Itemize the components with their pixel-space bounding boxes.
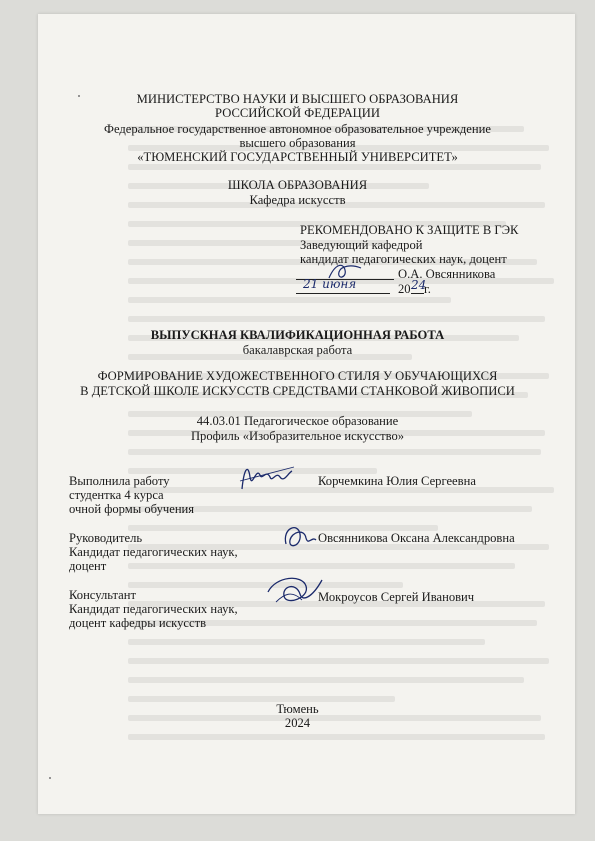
work-level: бакалаврская работа xyxy=(242,343,353,357)
program-profile: Профиль «Изобразительное искусство» xyxy=(190,429,405,443)
work-type: ВЫПУСКНАЯ КВАЛИФИКАЦИОННАЯ РАБОТА xyxy=(150,328,445,342)
thesis-title-line-1: ФОРМИРОВАНИЕ ХУДОЖЕСТВЕННОГО СТИЛЯ У ОБУЧАЮЩИХСЯ xyxy=(97,369,498,383)
student-signature xyxy=(236,459,296,495)
consultant-role-line-3: доцент кафедры искусств xyxy=(69,616,207,630)
student-name: Корчемкина Юлия Сергеевна xyxy=(318,474,476,488)
consultant-role-line-1: Консультант xyxy=(69,588,137,602)
paper-speck xyxy=(49,777,51,779)
show-through-text xyxy=(128,126,558,766)
approval-degree: кандидат педагогических наук, доцент xyxy=(300,252,507,266)
student-role-line-1: Выполнила работу xyxy=(69,474,170,488)
institution-line-1: Федеральное государственное автономное образовательное учреждение xyxy=(104,122,491,136)
approval-date-line xyxy=(296,293,390,294)
year: 2024 xyxy=(284,716,311,730)
student-role-line-3: очной формы обучения xyxy=(69,502,195,516)
consultant-name: Мокроусов Сергей Иванович xyxy=(318,590,475,604)
supervisor-signature xyxy=(278,518,322,556)
approval-year-handwritten: 24 xyxy=(411,278,427,292)
ministry-line-1: МИНИСТЕРСТВО НАУКИ И ВЫСШЕГО ОБРАЗОВАНИЯ xyxy=(136,92,459,106)
city: Тюмень xyxy=(276,702,319,716)
approval-title: РЕКОМЕНДОВАНО К ЗАЩИТЕ В ГЭК xyxy=(300,223,519,237)
approval-year-suffix: г. xyxy=(424,282,431,296)
student-role-line-2: студентка 4 курса xyxy=(69,488,164,502)
thesis-title-line-2: В ДЕТСКОЙ ШКОЛЕ ИСКУССТВ СРЕДСТВАМИ СТАНКОВОЙ ЖИВОПИСИ xyxy=(80,384,515,398)
consultant-role-line-2: Кандидат педагогических наук, xyxy=(69,602,238,616)
ministry-line-2: РОССИЙСКОЙ ФЕДЕРАЦИИ xyxy=(215,106,380,120)
approval-year-prefix: 20 xyxy=(398,282,411,296)
school-name: ШКОЛА ОБРАЗОВАНИЯ xyxy=(227,178,368,192)
approval-year-line xyxy=(411,293,424,294)
supervisor-role-line-1: Руководитель xyxy=(69,531,143,545)
approval-role: Заведующий кафедрой xyxy=(300,238,423,252)
university-name: «ТЮМЕНСКИЙ ГОСУДАРСТВЕННЫЙ УНИВЕРСИТЕТ» xyxy=(137,150,458,164)
department-name: Кафедра искусств xyxy=(249,193,346,207)
supervisor-role-line-2: Кандидат педагогических наук, xyxy=(69,545,238,559)
institution-line-2: высшего образования xyxy=(239,136,356,150)
consultant-signature xyxy=(262,572,326,610)
program-code: 44.03.01 Педагогическое образование xyxy=(196,414,399,428)
approval-date-handwritten: 21 июня xyxy=(303,277,357,291)
approval-name: О.А. Овсянникова xyxy=(398,267,496,281)
supervisor-name: Овсянникова Оксана Александровна xyxy=(318,531,515,545)
supervisor-role-line-3: доцент xyxy=(69,559,107,573)
